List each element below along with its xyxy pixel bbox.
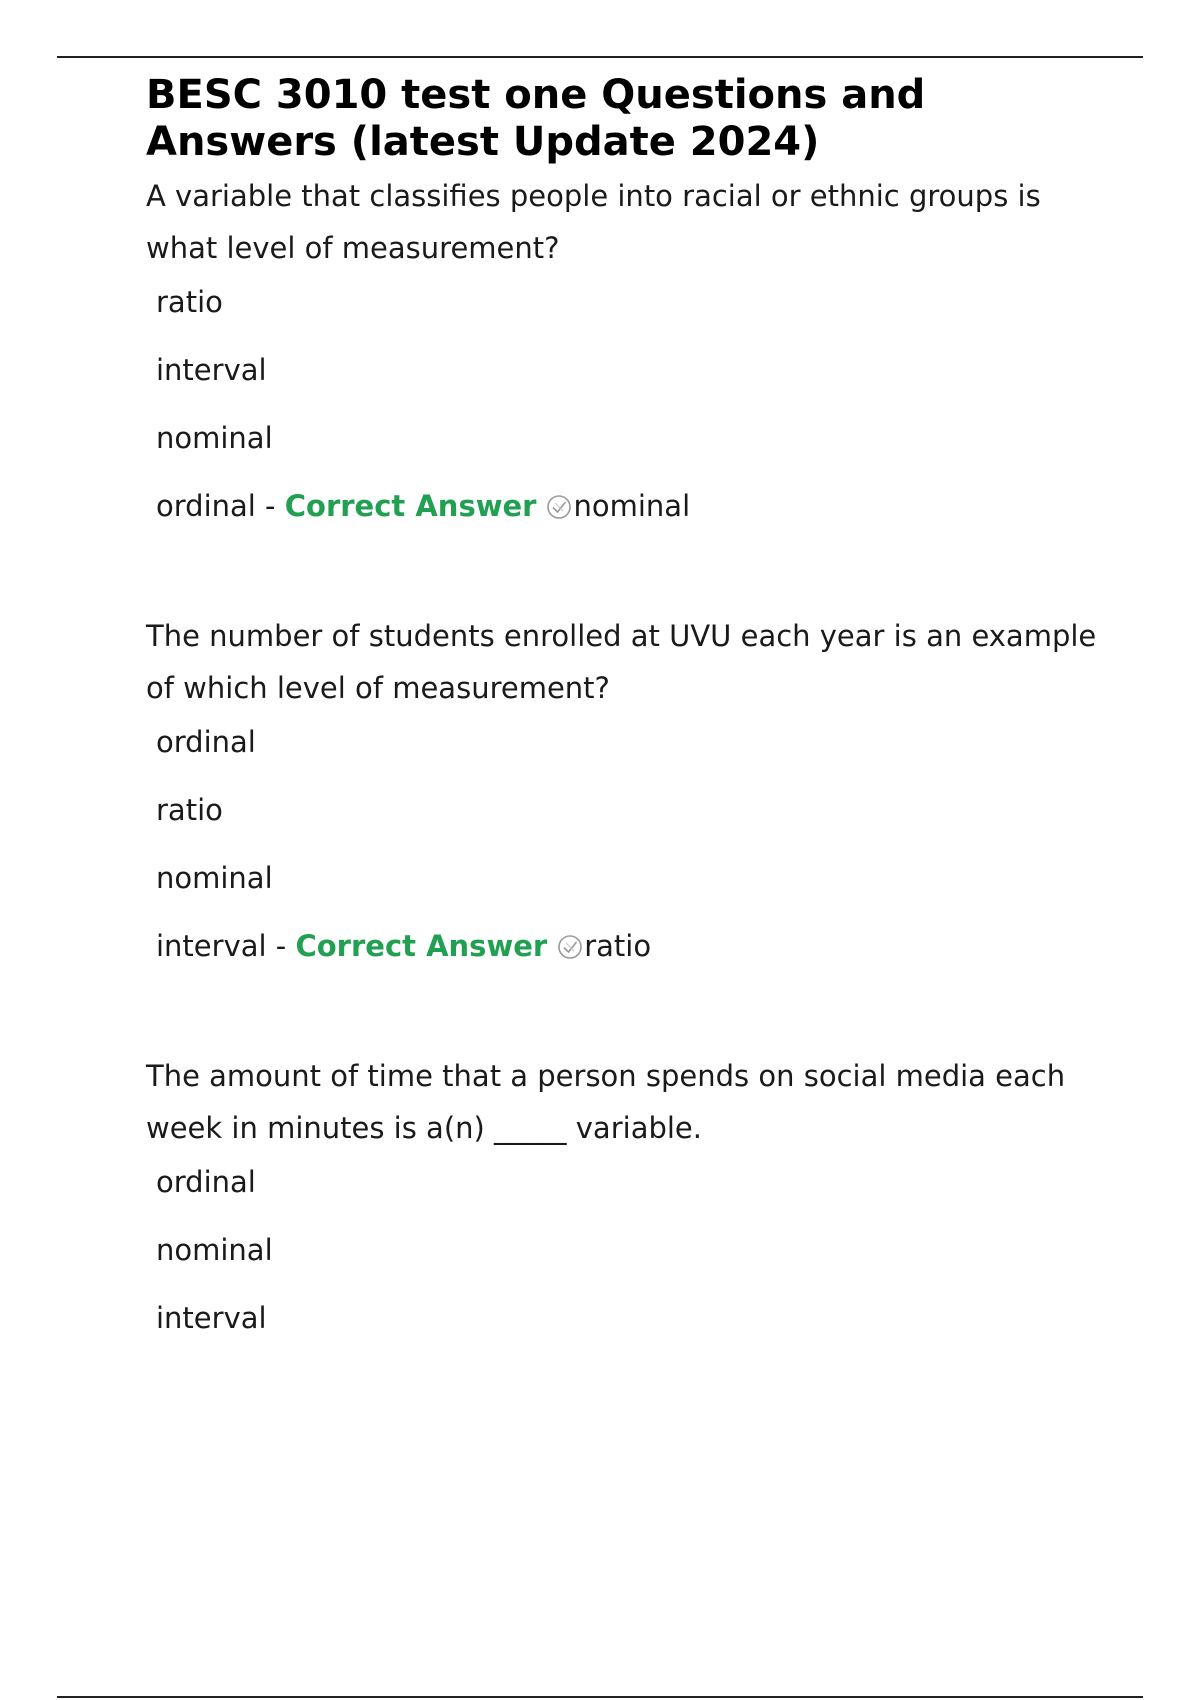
options-list [146,284,1106,524]
question-block-3 [146,1050,1106,1336]
option: nominal [156,861,273,895]
option-with-answer [156,488,1106,524]
question-text: The amount of time that a person spends on social media each week in minutes is a(n) _____ variable. [146,1059,1066,1145]
option: ratio [156,285,223,319]
option: ordinal [156,725,256,759]
question-block-2 [146,610,1106,964]
correct-answer-value: ratio [584,929,652,963]
document-title: BESC 3010 test one Questions and Answers (latest Update 2024) [146,72,926,165]
option: interval [156,1301,267,1335]
correct-answer-value: nominal [573,489,691,523]
options-list [146,724,1106,964]
question-block-1 [146,170,1106,524]
option-label: interval - [156,929,296,963]
question-text: A variable that classifies people into racial or ethnic groups is what level of measurement? [146,179,1041,265]
option: nominal [156,1233,273,1267]
check-circle-icon [557,934,583,960]
options-list [146,1164,1106,1336]
top-rule [57,56,1143,58]
option-with-answer [156,928,1106,964]
correct-answer-label: Correct Answer [295,929,548,963]
option: ordinal [156,1165,256,1199]
bottom-rule [57,1696,1143,1698]
option: ratio [156,793,223,827]
option: interval [156,353,267,387]
document-body [146,72,1106,1336]
option-label: ordinal - [156,489,285,523]
check-circle-icon [546,494,572,520]
question-text: The number of students enrolled at UVU each year is an example of which level of measurement? [146,619,1097,705]
correct-answer-label: Correct Answer [284,489,537,523]
option: nominal [156,421,273,455]
